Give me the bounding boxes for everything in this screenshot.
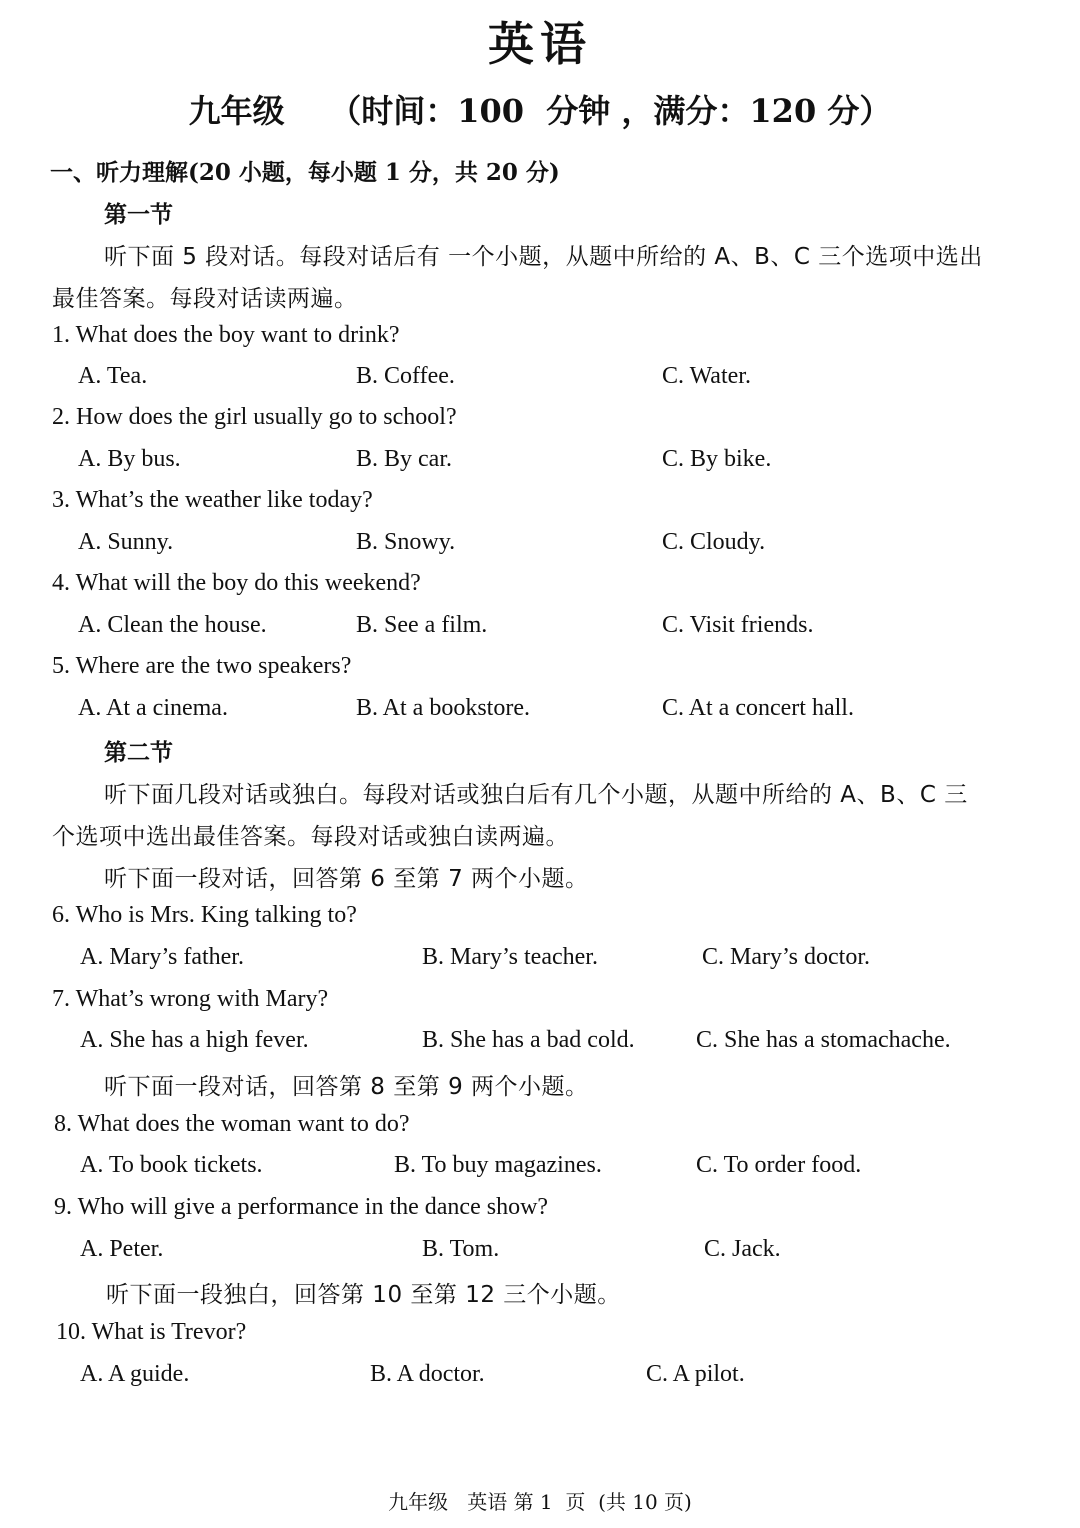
- option-b: B. She has a bad cold.: [422, 1027, 635, 1053]
- part1-instruction-line2: 最佳答案。每段对话读两遍。: [52, 286, 358, 312]
- option-a: A. By bus.: [78, 446, 181, 472]
- section-heading-listening: 一、听力理解(20 小题，每小题 1 分，共 20 分): [50, 159, 560, 186]
- option-c: C. Water.: [662, 363, 751, 389]
- page-title: 英语: [488, 17, 592, 71]
- option-a: A. Sunny.: [78, 529, 174, 555]
- group-instruction: 听下面一段对话，回答第 8 至第 9 两个小题。: [104, 1074, 589, 1100]
- group-instruction: 听下面一段对话，回答第 6 至第 7 两个小题。: [104, 866, 589, 892]
- option-a: A. Tea.: [78, 363, 148, 389]
- option-b: B. By car.: [356, 446, 452, 472]
- option-b: B. Coffee.: [356, 363, 455, 389]
- option-a: A. She has a high fever.: [80, 1027, 309, 1053]
- option-a: A. Mary’s father.: [80, 944, 244, 970]
- option-b: B. Tom.: [422, 1236, 500, 1262]
- option-b: B. Mary’s teacher.: [422, 944, 598, 970]
- question-stem: 4. What will the boy do this weekend?: [52, 570, 421, 596]
- option-b: B. To buy magazines.: [394, 1152, 602, 1178]
- part2-instruction-line2: 个选项中选出最佳答案。每段对话或独白读两遍。: [52, 824, 569, 850]
- option-c: C. Jack.: [704, 1236, 781, 1262]
- question-stem: 6. Who is Mrs. King talking to?: [52, 902, 357, 928]
- question-stem: 10. What is Trevor?: [56, 1319, 247, 1345]
- page-subtitle: 九年级 （时间：100 分钟 ，满分：120 分）: [188, 92, 892, 130]
- part1-instruction-line1: 听下面 5 段对话。每段对话后有 一个小题，从题中所给的 A、B、C 三个选项中选出: [104, 244, 983, 270]
- option-b: B. A doctor.: [370, 1361, 485, 1387]
- option-a: A. A guide.: [80, 1361, 190, 1387]
- question-stem: 5. Where are the two speakers?: [52, 653, 352, 679]
- option-c: C. She has a stomachache.: [696, 1027, 951, 1053]
- option-a: A. Clean the house.: [78, 612, 267, 638]
- question-stem: 8. What does the woman want to do?: [54, 1111, 410, 1137]
- option-a: A. Peter.: [80, 1236, 164, 1262]
- option-b: B. See a film.: [356, 612, 488, 638]
- option-b: B. Snowy.: [356, 529, 456, 555]
- part-heading-2: 第二节: [104, 739, 173, 766]
- question-stem: 2. How does the girl usually go to school?: [52, 404, 457, 430]
- option-c: C. Visit friends.: [662, 612, 814, 638]
- option-b: B. At a bookstore.: [356, 695, 530, 721]
- option-a: A. At a cinema.: [78, 695, 228, 721]
- question-stem: 9. Who will give a performance in the dance show?: [54, 1194, 549, 1220]
- part2-instruction-line1: 听下面几段对话或独白。每段对话或独白后有几个小题，从题中所给的 A、B、C 三: [104, 782, 968, 808]
- page-footer: 九年级 英语 第 1 页 (共 10 页): [388, 1490, 692, 1514]
- group-instruction: 听下面一段独白，回答第 10 至第 12 三个小题。: [106, 1282, 621, 1308]
- option-c: C. A pilot.: [646, 1361, 745, 1387]
- question-stem: 7. What’s wrong with Mary?: [52, 986, 329, 1012]
- option-c: C. Cloudy.: [662, 529, 766, 555]
- question-stem: 3. What’s the weather like today?: [52, 487, 373, 513]
- part-heading-1: 第一节: [104, 201, 173, 228]
- option-c: C. To order food.: [696, 1152, 862, 1178]
- option-c: C. At a concert hall.: [662, 695, 854, 721]
- question-stem: 1. What does the boy want to drink?: [52, 322, 400, 348]
- option-c: C. By bike.: [662, 446, 772, 472]
- option-c: C. Mary’s doctor.: [702, 944, 870, 970]
- option-a: A. To book tickets.: [80, 1152, 263, 1178]
